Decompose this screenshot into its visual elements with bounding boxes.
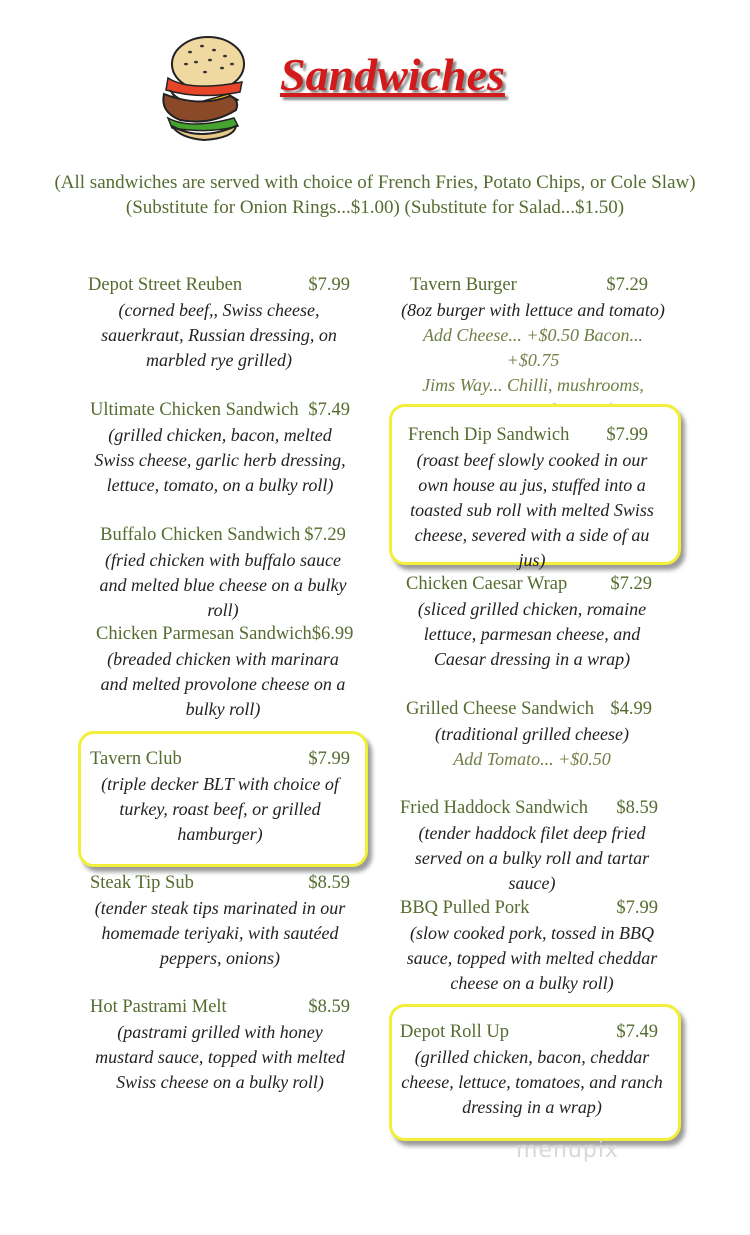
menu-item-steak-tip-sub	[90, 871, 350, 971]
item-description: (sliced grilled chicken, romaine lettuce, parmesan cheese, and Caesar dressing in a wrap)	[417, 599, 647, 669]
item-name: Buffalo Chicken Sandwich	[100, 525, 301, 545]
menu-item-grilled-cheese-sandwich	[398, 697, 666, 772]
item-price: $7.29	[304, 525, 346, 545]
item-name: Fried Haddock Sandwich	[400, 798, 589, 818]
item-price: $7.49	[616, 1022, 658, 1042]
item-name: Chicken Caesar Wrap	[406, 574, 568, 594]
intro-line-1: (All sandwiches are served with choice of French Fries, Potato Chips, or Cole Slaw)	[54, 172, 696, 193]
item-name: French Dip Sandwich	[408, 425, 570, 445]
menu-item-fried-haddock-sandwich	[398, 796, 666, 896]
item-price: $7.29	[610, 574, 652, 594]
menu-item-bbq-pulled-pork	[398, 896, 666, 996]
item-price: $7.99	[308, 749, 350, 769]
item-description: (corned beef,, Swiss cheese, sauerkraut, Russian dressing, on marbled rye grilled)	[101, 300, 337, 370]
item-name: Depot Roll Up	[400, 1022, 509, 1042]
item-addon: Jims Way... Chilli, mushrooms,	[422, 375, 644, 395]
menu-item-depot-street-reuben	[88, 273, 350, 373]
page-title: Sandwiches	[280, 49, 505, 100]
item-description: (traditional grilled cheese)	[435, 724, 629, 744]
item-description: (tender steak tips marinated in our homemade teriyaki, with sautéed peppers, onions)	[94, 898, 346, 968]
item-description: (triple decker BLT with choice of turkey, roast beef, or grilled hamburger)	[101, 774, 339, 844]
item-description: (8oz burger with lettuce and tomato)	[401, 300, 665, 320]
item-price: $7.49	[308, 400, 350, 420]
item-addon: Add Tomato... +$0.50	[453, 749, 611, 769]
item-description: (slow cooked pork, tossed in BBQ sauce, topped with melted cheddar cheese on a bulky roll)	[406, 923, 658, 993]
menu-item-ultimate-chicken-sandwich	[90, 398, 350, 498]
item-name: Chicken Parmesan Sandwich	[96, 624, 312, 644]
menu-item-french-dip-sandwich	[400, 423, 664, 573]
item-description: (roast beef slowly cooked in our own house au jus, stuffed into a toasted sub roll with melted Swiss cheese, severed with a side of au jus)	[410, 450, 654, 570]
item-name: Grilled Cheese Sandwich	[406, 699, 595, 719]
item-price: $7.99	[616, 898, 658, 918]
item-price: $7.99	[606, 425, 648, 445]
menu-item-tavern-club	[90, 747, 350, 847]
item-addon: Add Cheese... +$0.50 Bacon... +$0.75	[422, 325, 644, 370]
item-price: $6.99	[311, 624, 354, 644]
item-name: Tavern Burger	[410, 275, 517, 295]
item-name: Tavern Club	[90, 749, 182, 769]
item-price: $8.59	[616, 798, 658, 818]
item-price: $8.59	[308, 873, 350, 893]
item-price: $7.29	[606, 275, 648, 295]
item-price: $4.99	[610, 699, 652, 719]
menu-item-tavern-burger	[398, 273, 668, 423]
item-price: $8.59	[308, 997, 350, 1017]
item-description: (breaded chicken with marinara and melted provolone cheese on a bulky roll)	[100, 649, 346, 719]
item-name: Ultimate Chicken Sandwich	[90, 400, 299, 420]
menu-item-chicken-parmesan-sandwich	[96, 622, 354, 722]
item-name: Hot Pastrami Melt	[90, 997, 227, 1017]
item-description: (grilled chicken, bacon, melted Swiss cheese, garlic herb dressing, lettuce, tomato, on a bulky roll)	[94, 425, 346, 495]
item-description: (fried chicken with buffalo sauce and melted blue cheese on a bulky roll)	[99, 550, 347, 620]
item-description: (grilled chicken, bacon, cheddar cheese, lettuce, tomatoes, and ranch dressing in a wrap)	[401, 1047, 663, 1117]
intro-note	[0, 170, 750, 220]
intro-line-2: (Substitute for Onion Rings...$1.00) (Substitute for Salad...$1.50)	[125, 197, 625, 218]
menu-item-buffalo-chicken-sandwich	[96, 523, 350, 623]
burger-icon	[150, 34, 250, 144]
menu-item-hot-pastrami-melt	[90, 995, 350, 1095]
item-description: (pastrami grilled with honey mustard sauce, topped with melted Swiss cheese on a bulky roll)	[95, 1022, 345, 1092]
item-price: $7.99	[308, 275, 350, 295]
item-description: (tender haddock filet deep fried served on a bulky roll and tartar sauce)	[414, 823, 650, 893]
watermark: menupix	[516, 1138, 619, 1163]
item-name: Steak Tip Sub	[90, 873, 194, 893]
item-name: BBQ Pulled Pork	[400, 898, 530, 918]
item-name: Depot Street Reuben	[88, 275, 243, 295]
menu-item-depot-roll-up	[398, 1020, 666, 1120]
menu-item-chicken-caesar-wrap	[398, 572, 666, 672]
